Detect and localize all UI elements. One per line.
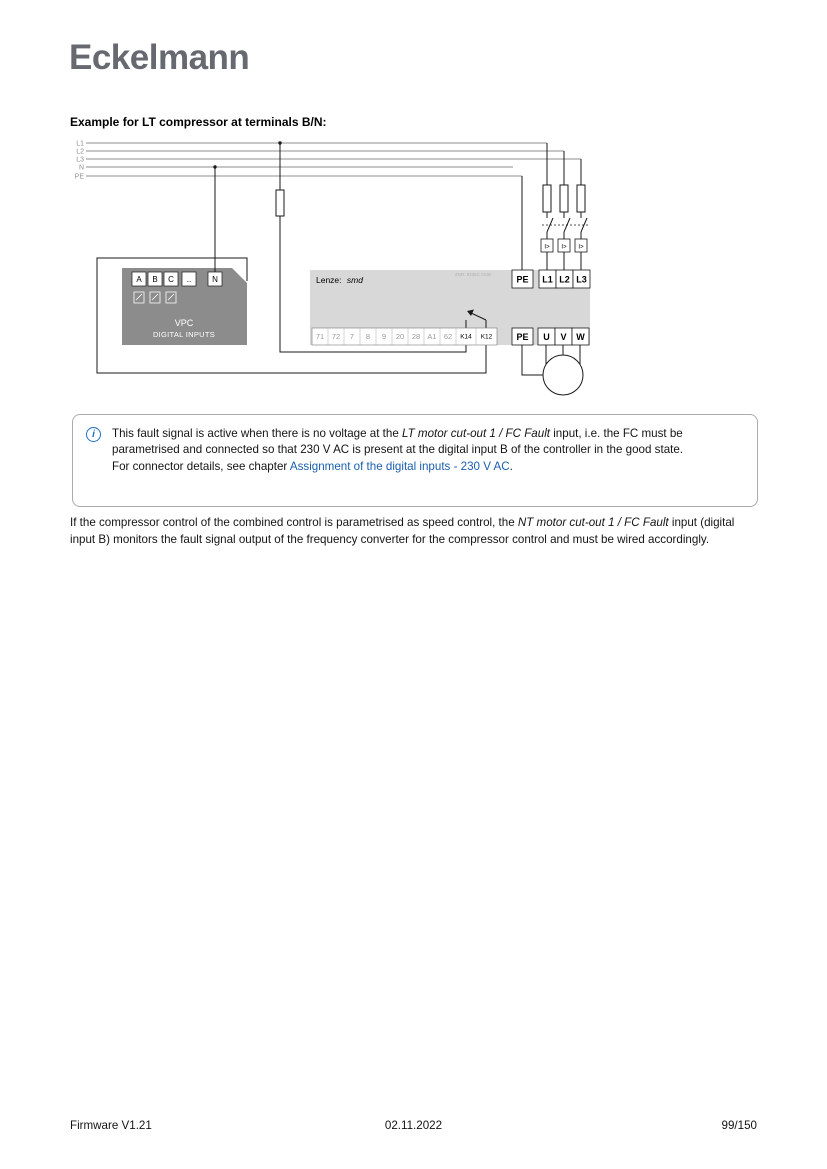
- rail-lines: [86, 143, 581, 176]
- terminal-label: 20: [395, 332, 405, 341]
- terminal-label: N: [212, 275, 218, 284]
- terminal-label: ..: [186, 275, 192, 284]
- overload-mark: I>: [561, 244, 567, 251]
- terminal-label: 72: [331, 332, 341, 341]
- overload-mark: I>: [578, 244, 584, 251]
- section-heading: Example for LT compressor at terminals B/N:: [70, 115, 327, 129]
- terminal-label: A: [136, 275, 142, 284]
- body-paragraph: [70, 515, 760, 549]
- fc-label: [316, 275, 363, 285]
- junction-dot: [278, 141, 281, 144]
- fc-smallprint: ZNR: 9235C OUB: [455, 272, 492, 277]
- terminal-label: L2: [559, 274, 570, 285]
- body-emphasis: NT motor cut-out 1 / FC Fault: [517, 516, 669, 529]
- company-logo: Eckelmann: [69, 38, 250, 77]
- motor-protection-switch: [541, 239, 587, 252]
- terminal-label: PE: [516, 332, 529, 342]
- rail-label-pe: PE: [74, 173, 84, 181]
- fc-brand: Lenze:: [316, 275, 342, 285]
- terminal-label: PE: [516, 274, 529, 285]
- vpc-sublabel: DIGITAL INPUTS: [152, 330, 216, 339]
- rail-labels: [75, 141, 85, 181]
- terminal-label: 7: [349, 332, 355, 341]
- terminal-label: 28: [411, 332, 421, 341]
- info-text-segment: .: [509, 459, 513, 473]
- info-text-emphasis: LT motor cut-out 1 / FC Fault: [402, 427, 550, 440]
- fuse-icon: [560, 185, 568, 212]
- terminal-label: V: [560, 332, 567, 342]
- terminal-label: A1: [427, 332, 437, 341]
- digital-inputs-link[interactable]: Assignment of the digital inputs - 230 V AC: [289, 459, 510, 473]
- footer-date: 02.11.2022: [384, 1119, 443, 1132]
- terminal-label: W: [576, 332, 585, 342]
- terminal-label: 62: [443, 332, 453, 341]
- motor-icon: [543, 355, 583, 395]
- fuse-icon: [543, 185, 551, 212]
- footer-firmware: Firmware V1.21: [70, 1119, 152, 1132]
- info-text-segment: input, i.e. the FC must be parametrised and connected so that 230 V AC is present at the digital input B of the controller in the good state.: [112, 427, 684, 457]
- fuse-icon: [577, 185, 585, 212]
- power-rails: [86, 143, 581, 176]
- rail-label-l2: L2: [76, 148, 84, 156]
- terminal-label: C: [168, 275, 174, 284]
- fuses: [276, 185, 585, 216]
- info-text: [112, 426, 743, 496]
- fuse-icon: [276, 190, 284, 216]
- rail-label-n: N: [78, 164, 84, 172]
- overload-mark: I>: [544, 244, 550, 251]
- vpc-terminals: [132, 272, 222, 286]
- info-icon: i: [86, 427, 101, 442]
- wiring-diagram: [65, 133, 605, 405]
- terminal-label: L3: [576, 274, 587, 285]
- fc-top-terminal-labels: [516, 275, 586, 285]
- fc-bottom-terminal-labels: [316, 332, 452, 341]
- terminal-label: 9: [381, 332, 387, 341]
- info-text-segment: For connector details, see chapter: [112, 459, 290, 473]
- terminal-label-k14: K14: [460, 333, 472, 341]
- terminal-label: 8: [365, 332, 371, 341]
- rail-label-l1: L1: [76, 140, 84, 148]
- vpc-label: VPC: [174, 318, 194, 328]
- terminal-label-k12: K12: [480, 333, 493, 341]
- fc-model: smd: [346, 275, 363, 285]
- info-note-box: [72, 414, 758, 507]
- junction-dot: [213, 165, 216, 168]
- rail-label-l3: L3: [76, 156, 84, 164]
- footer-page-number: 99/150: [721, 1119, 757, 1132]
- terminal-label: 71: [315, 332, 325, 341]
- terminal-label: L1: [542, 274, 553, 285]
- terminal-label: B: [152, 275, 158, 284]
- info-text-segment: This fault signal is active when there is no voltage at the: [112, 427, 403, 440]
- page-footer: [70, 1119, 757, 1132]
- body-text: If the compressor control of the combined control is parametrised as speed control, the: [70, 516, 518, 529]
- body-text: input (digital input B) monitors the fault signal output of the frequency converter for the compressor control and must be wired accordingly.: [70, 516, 735, 546]
- terminal-label: U: [543, 332, 550, 342]
